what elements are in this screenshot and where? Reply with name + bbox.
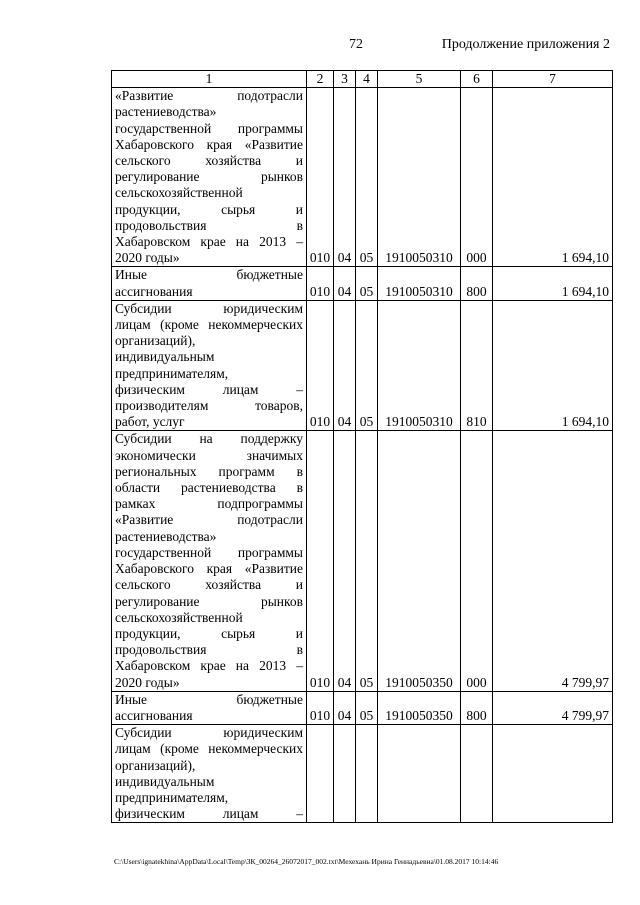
section-cell: 04 xyxy=(334,267,356,300)
table-row xyxy=(112,725,613,823)
code-cell xyxy=(307,725,334,823)
row-name-line: Субсидии юридическим xyxy=(115,300,303,316)
row-name-line: «Развитие подотрасли xyxy=(115,88,303,104)
expense-type-cell: 800 xyxy=(461,267,493,300)
row-name-line: растениеводства» xyxy=(115,528,217,544)
row-name-line: физическим лицам – xyxy=(115,381,303,397)
table-row xyxy=(112,267,613,300)
row-name-line: предпринимателям, xyxy=(115,365,229,381)
code-cell: 010 xyxy=(307,267,334,300)
row-name-line: регулирование рынков xyxy=(115,593,303,609)
subsection-cell: 05 xyxy=(356,431,378,691)
amount-cell: 1 694,10 xyxy=(493,267,613,300)
section-cell xyxy=(334,725,356,823)
expense-type-cell: 000 xyxy=(461,431,493,691)
row-name-line: организаций), xyxy=(115,333,196,349)
row-name-line: Хабаровском крае на 2013 – xyxy=(115,658,303,674)
row-name-line: региональных программ в xyxy=(115,463,303,479)
row-name-cell xyxy=(112,725,307,823)
column-header: 2 xyxy=(307,71,334,88)
row-name-line: организаций), xyxy=(115,757,196,773)
section-cell: 04 xyxy=(334,88,356,267)
budget-table xyxy=(111,70,613,823)
amount-cell: 4 799,97 xyxy=(493,691,613,724)
code-cell: 010 xyxy=(307,300,334,431)
subsection-cell: 05 xyxy=(356,691,378,724)
row-name-line: лицам (кроме некоммерческих xyxy=(115,317,303,333)
column-header: 6 xyxy=(461,71,493,88)
column-header: 7 xyxy=(493,71,613,88)
amount-cell: 4 799,97 xyxy=(493,431,613,691)
row-name-line: индивидуальным xyxy=(115,349,215,365)
table-row xyxy=(112,691,613,724)
row-name-line: индивидуальным xyxy=(115,773,215,789)
row-name-line: продукции, сырья и xyxy=(115,201,303,217)
row-name-line: Иные бюджетные xyxy=(115,267,303,283)
amount-cell: 1 694,10 xyxy=(493,88,613,267)
row-name-line: производителям товаров, xyxy=(115,398,303,414)
row-name-line: рамках подпрограммы xyxy=(115,496,303,512)
row-name-line: Хабаровского края «Развитие xyxy=(115,136,303,152)
row-name-cell xyxy=(112,691,307,724)
expense-type-cell: 000 xyxy=(461,88,493,267)
continuation-label: Продолжение приложения 2 xyxy=(441,37,610,52)
row-name-line: лицам (кроме некоммерческих xyxy=(115,741,303,757)
row-name-line: растениеводства» xyxy=(115,104,217,120)
row-name-line: «Развитие подотрасли xyxy=(115,512,303,528)
row-name-line: сельского хозяйства и xyxy=(115,153,303,169)
expense-type-cell: 800 xyxy=(461,691,493,724)
row-name-cell xyxy=(112,267,307,300)
row-name-line: регулирование рынков xyxy=(115,169,303,185)
column-header: 5 xyxy=(378,71,461,88)
table-row xyxy=(112,431,613,691)
row-name-line: государственной программы xyxy=(115,544,303,560)
table-row xyxy=(112,88,613,267)
code-cell: 010 xyxy=(307,88,334,267)
row-name-line: продовольствия в xyxy=(115,642,303,658)
code-cell: 010 xyxy=(307,691,334,724)
section-cell: 04 xyxy=(334,300,356,431)
row-name-line: сельского хозяйства и xyxy=(115,577,303,593)
section-cell: 04 xyxy=(334,431,356,691)
row-name-line: ассигнования xyxy=(115,283,193,299)
target-article-cell xyxy=(378,725,461,823)
code-cell: 010 xyxy=(307,431,334,691)
row-name-cell xyxy=(112,431,307,691)
subsection-cell: 05 xyxy=(356,300,378,431)
row-name-line: предпринимателям, xyxy=(115,789,229,805)
column-header: 1 xyxy=(112,71,307,88)
row-name-line: работ, услуг xyxy=(115,414,185,430)
row-name-line: государственной программы xyxy=(115,120,303,136)
table-header-row xyxy=(112,71,613,88)
row-name-line: сельскохозяйственной xyxy=(115,185,243,201)
target-article-cell: 1910050350 xyxy=(378,691,461,724)
row-name-line: 2020 годы» xyxy=(115,250,180,266)
row-name-line: Хабаровского края «Развитие xyxy=(115,561,303,577)
row-name-line: сельскохозяйственной xyxy=(115,609,243,625)
row-name-line: Хабаровском крае на 2013 – xyxy=(115,234,303,250)
row-name-line: экономически значимых xyxy=(115,447,303,463)
row-name-line: Субсидии на поддержку xyxy=(115,431,303,447)
row-name-line: физическим лицам – xyxy=(115,806,303,822)
column-header: 4 xyxy=(356,71,378,88)
row-name-line: Субсидии юридическим xyxy=(115,725,303,741)
row-name-line: ассигнования xyxy=(115,707,193,723)
expense-type-cell: 810 xyxy=(461,300,493,431)
table-row xyxy=(112,300,613,431)
expense-type-cell xyxy=(461,725,493,823)
target-article-cell: 1910050310 xyxy=(378,300,461,431)
amount-cell xyxy=(493,725,613,823)
subsection-cell xyxy=(356,725,378,823)
target-article-cell: 1910050350 xyxy=(378,431,461,691)
row-name-line: 2020 годы» xyxy=(115,674,180,690)
target-article-cell: 1910050310 xyxy=(378,267,461,300)
file-path-footer: C:\Users\ignatekhina\AppData\Local\Temp\ЗК_00264_26072017_002.txt\Мехехань Ирина Геннадьевна\01.08.2017 10:14:46 xyxy=(114,857,499,866)
row-name-line: области растениеводства в xyxy=(115,480,303,496)
page-number: 72 xyxy=(349,37,363,52)
row-name-line: Иные бюджетные xyxy=(115,691,303,707)
subsection-cell: 05 xyxy=(356,267,378,300)
column-header: 3 xyxy=(334,71,356,88)
row-name-cell xyxy=(112,88,307,267)
amount-cell: 1 694,10 xyxy=(493,300,613,431)
section-cell: 04 xyxy=(334,691,356,724)
target-article-cell: 1910050310 xyxy=(378,88,461,267)
row-name-line: продукции, сырья и xyxy=(115,625,303,641)
row-name-line: продовольствия в xyxy=(115,217,303,233)
row-name-cell xyxy=(112,300,307,431)
subsection-cell: 05 xyxy=(356,88,378,267)
